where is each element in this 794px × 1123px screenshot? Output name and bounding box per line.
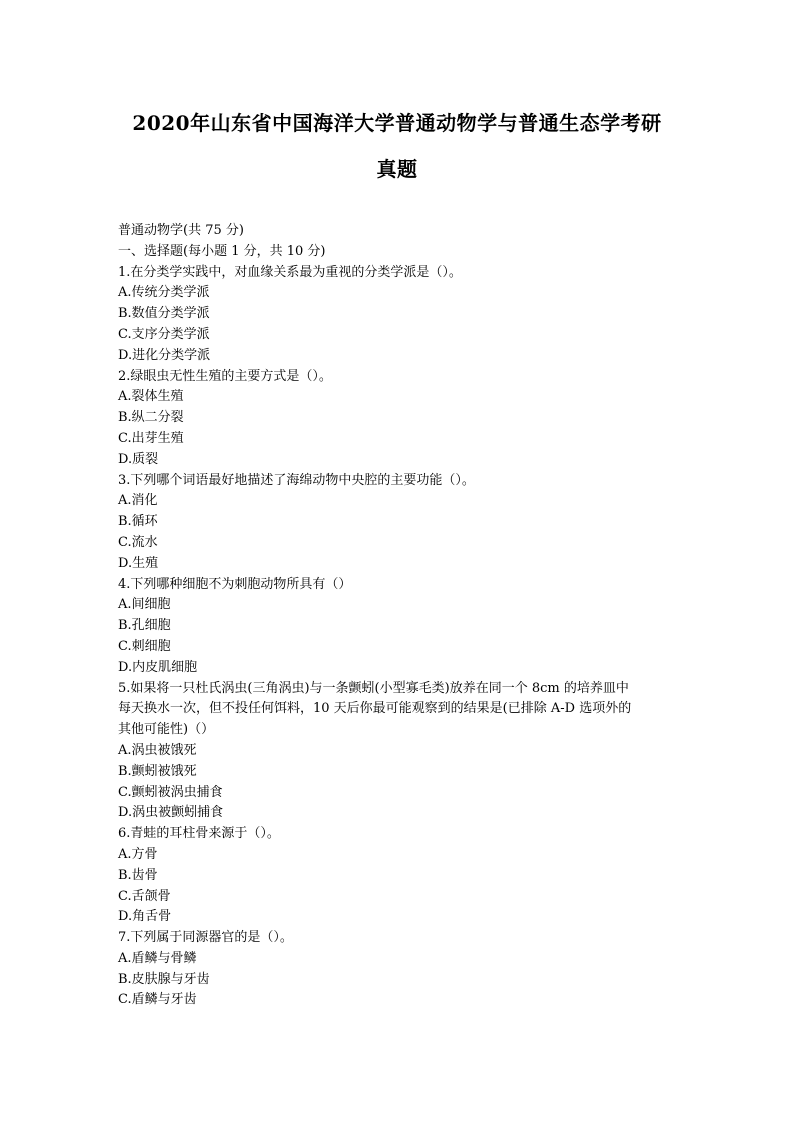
question-stem-line: 其他可能性)（） [118,722,215,738]
question-stem-line: 每天换水一次，但不投任何饵料，10 天后你最可能观察到的结果是(已排除 A-D 选项外的 [118,701,632,717]
section-heading: 普通动物学(共 75 分) [118,223,244,238]
option: A.方骨 [118,846,158,862]
option: B.孔细胞 [118,618,171,634]
option: C.支序分类学派 [118,326,210,342]
option: B.颤蚓被饿死 [118,763,197,779]
option: B.循环 [118,514,158,530]
title-line-1: 2020年山东省中国海洋大学普通动物学与普通生态学考研 [132,111,662,135]
option: A.涡虫被饿死 [118,742,197,758]
option: A.消化 [118,493,158,509]
option: B.皮肤腺与牙齿 [118,971,210,987]
option: C.颤蚓被涡虫捕食 [118,784,223,800]
option: C.出芽生殖 [118,430,184,446]
option: D.生殖 [118,555,159,571]
question-stem: 3.下列哪个词语最好地描述了海绵动物中央腔的主要功能（）。 [118,472,475,488]
option: A.间细胞 [118,597,171,613]
question-stem: 1.在分类学实践中，对血缘关系最为重视的分类学派是（）。 [118,264,462,280]
option: D.质裂 [118,451,159,467]
question-stem: 6.青蛙的耳柱骨来源于（）。 [118,826,280,842]
option: D.进化分类学派 [118,347,211,363]
option: A.裂体生殖 [118,389,184,405]
option: B.齿骨 [118,867,158,883]
option: C.刺细胞 [118,638,171,654]
part-heading: 一、选择题(每小题 1 分，共 10 分) [118,243,326,259]
option: D.内皮肌细胞 [118,659,198,675]
option: C.盾鳞与牙齿 [118,992,197,1008]
document-body [118,221,678,1011]
option: B.纵二分裂 [118,410,184,426]
option: A.传统分类学派 [118,285,210,301]
question-stem: 7.下列属于同源器官的是（）。 [118,930,293,946]
option: C.舌颌骨 [118,888,171,904]
document-title [100,100,694,192]
question-stem: 4.下列哪种细胞不为刺胞动物所具有（） [118,576,352,592]
title-line-2: 真题 [376,157,418,181]
option: D.涡虫被颤蚓捕食 [118,805,224,821]
option: B.数值分类学派 [118,306,210,322]
option: D.角舌骨 [118,909,172,925]
option: A.盾鳞与骨鳞 [118,950,197,966]
question-stem-line: 5.如果将一只杜氏涡虫(三角涡虫)与一条颤蚓(小型寡毛类)放养在同一个 8cm 的培养皿中 [118,680,629,696]
option: C.流水 [118,534,158,550]
question-stem: 2.绿眼虫无性生殖的主要方式是（）。 [118,368,332,384]
